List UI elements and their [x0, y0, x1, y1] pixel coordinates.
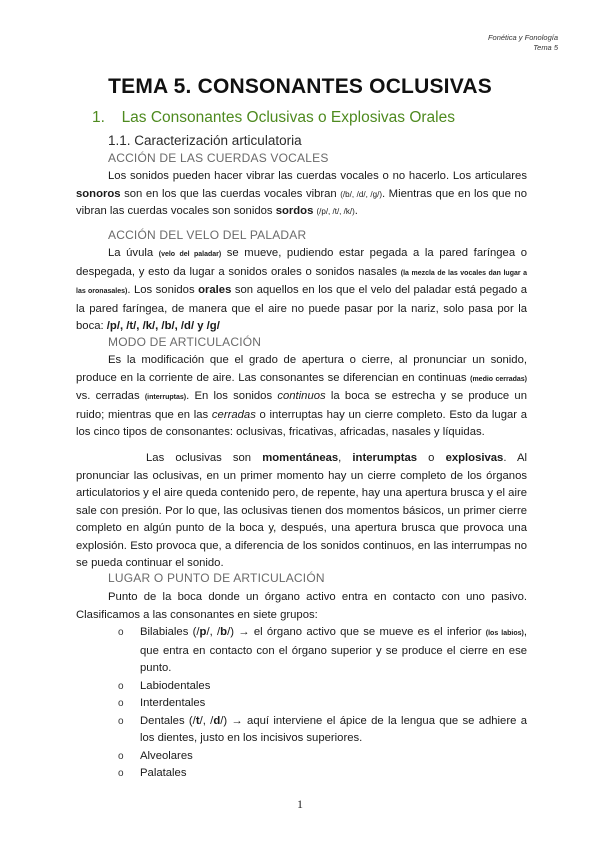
list-item-bilabiales	[118, 624, 527, 678]
list-item-palatales	[118, 765, 527, 783]
term-sordos: sordos	[275, 205, 314, 217]
phoneme: b	[164, 320, 172, 332]
header-course: Fonética y Fonología	[487, 33, 558, 42]
text-run: vs. cerradas	[76, 390, 145, 402]
text-run: /, /	[171, 320, 185, 332]
text-run: , que entra en contacto con el órgano superior y se produce el cierre en ese punto.	[140, 626, 527, 674]
text-run: /	[216, 320, 220, 332]
phoneme: b	[220, 626, 228, 638]
text-run: Palatales	[140, 767, 187, 779]
phoneme: g	[209, 320, 217, 332]
phoneme: t	[129, 320, 134, 332]
text-run: .	[354, 205, 358, 217]
note-continuas: (medio cerradas)	[470, 375, 527, 383]
heading-lugar-articulacion: LUGAR O PUNTO DE ARTICULACIÓN	[108, 571, 325, 585]
term-orales: orales	[198, 284, 232, 296]
text-run: Los sonidos pueden hacer vibrar las cuerdas vocales o no hacerlo. Los articulares	[108, 170, 527, 182]
note-velo: (velo del paladar)	[158, 251, 222, 258]
text-run: Es la modificación que el grado de apertura o cierre, al pronunciar un sonido, produce en la corriente de aire. Las consonantes se diferencian en continuas	[76, 354, 527, 384]
text-run: . En los sonidos	[186, 390, 278, 402]
text-run: /, /	[116, 320, 130, 332]
text-run: Alveolares	[140, 749, 193, 762]
text-run: Interdentales	[140, 697, 206, 709]
note-interruptas: (interruptas)	[144, 394, 187, 401]
text-run: Dentales (/	[140, 714, 196, 727]
heading-velo-paladar: ACCIÓN DEL VELO DEL PALADAR	[108, 228, 307, 242]
header-topic: Tema 5	[533, 43, 558, 52]
text-run: ,	[338, 452, 353, 464]
phoneme: p	[109, 320, 117, 332]
heading-modo-articulacion: MODO DE ARTICULACIÓN	[108, 335, 262, 349]
list-item-alveolares	[118, 748, 527, 766]
bullet-icon: o	[118, 715, 124, 727]
paragraph-modo-2	[76, 450, 527, 573]
phoneme: t	[195, 714, 200, 727]
text-run: /, /	[199, 714, 214, 727]
text-run: . Mientras que en los que no vibran las cuerdas vocales son sonidos	[76, 187, 527, 217]
text-run: . Los sonidos	[127, 284, 199, 296]
note-sonoros: (/b/, /d/, /g/)	[340, 189, 382, 199]
text-run: /	[106, 320, 110, 332]
text-run: La úvula	[108, 247, 159, 259]
text-run: se mueve, pudiendo estar pegada a la pared faríngea o despegada, y esto da lugar a sonidos orales o sonidos nasales	[76, 247, 527, 278]
note-oronasales: (la mezcla de las vocales dan lugar a las oronasales)	[76, 269, 527, 295]
note-sordos: (/p/, /t/, /k/)	[316, 207, 355, 216]
text-run: Bilabiales (/	[140, 626, 200, 638]
paragraph-cuerdas-vocales	[76, 168, 527, 221]
bullet-icon: o	[118, 768, 124, 779]
bullet-icon: o	[118, 680, 124, 692]
term-cerradas: cerradas	[211, 408, 256, 421]
text-run: /) → aquí interviene el ápice de la lengua que se adhiere a los dientes, justo en los incisivos superiores.	[140, 714, 527, 744]
subsection-heading: 1.1. Caracterización articulatoria	[108, 133, 302, 148]
list-item-interdentales	[118, 695, 527, 713]
text-run: /) → el órgano activo que se mueve es el inferior	[227, 626, 486, 638]
note-labios: (los labios)	[485, 630, 524, 637]
heading-cuerdas-vocales: ACCIÓN DE LAS CUERDAS VOCALES	[108, 151, 329, 165]
text-run: / y /	[190, 320, 210, 332]
text-run: /, /	[133, 320, 146, 332]
term-momentaneas: momentáneas	[262, 452, 339, 464]
text-run: o	[417, 452, 446, 464]
articulation-place-list	[118, 624, 527, 783]
bullet-icon: o	[118, 627, 124, 638]
list-item-labiodentales	[118, 678, 527, 696]
term-interumptas: interumptas	[352, 452, 418, 464]
term-sonoros: sonoros	[76, 187, 121, 200]
bullet-icon: o	[118, 750, 124, 762]
page-number: 1	[297, 797, 303, 811]
paragraph-modo-1	[76, 352, 527, 442]
page-title: TEMA 5. CONSONANTES OCLUSIVAS	[108, 75, 492, 98]
paragraph-lugar-intro: Punto de la boca donde un órgano activo entra en contacto con uno pasivo. Clasificamos a las consonantes en siete grupos:	[76, 591, 527, 621]
phoneme: k	[145, 320, 153, 332]
text-run: son aquellos en los que el velo del paladar está pegado a la pared faríngea, de manera que el aire no puede pasar por la nariz, solo pasa por la boca:	[76, 284, 527, 332]
text-run: /, /	[152, 320, 165, 332]
section-heading	[92, 109, 455, 127]
text-run: son en los que las cuerdas vocales vibran	[120, 187, 341, 200]
text-run: Labiodentales	[140, 679, 211, 692]
phoneme: d	[213, 714, 221, 727]
term-explosivas: explosivas	[445, 452, 504, 464]
bullet-icon: o	[118, 698, 124, 709]
text-run: /, /	[206, 626, 221, 638]
text-run: o interruptas hay un cierre completo. Esto da lugar a los cinco tipos de consonantes: oclusivas, fricativas, africadas, nasales y líquidas.	[76, 408, 527, 438]
term-continuos: continuos	[277, 390, 326, 402]
phoneme-list	[107, 320, 220, 332]
paragraph-velo-paladar	[76, 245, 527, 336]
list-item-dentales	[118, 713, 527, 748]
text-run: Las oclusivas son	[146, 452, 263, 464]
phoneme: d	[184, 320, 191, 332]
text-run: . Al pronunciar las oclusivas, en un primer momento hay un cierre completo de los órganos articulatorios y el aire queda contenido pero, de repente, hay una apertura brusca y el aire sale con presión. Por lo que, las oclusivas tienen dos momentos básicos, un primer cierre completo en algún punto de la boca y, después, una apertura brusca que provoca una explosión. Esto provoca que, a diferencia de los sonidos continuos, en las interrumpas no se pueda continuar el sonido.	[76, 452, 528, 569]
phoneme: p	[199, 626, 207, 638]
running-header	[488, 33, 558, 53]
text-run: la boca se estrecha y se produce un ruido; mientras que en las	[76, 390, 527, 421]
section-number: 1.	[92, 109, 105, 126]
section-title: Las Consonantes Oclusivas o Explosivas Orales	[121, 109, 455, 126]
